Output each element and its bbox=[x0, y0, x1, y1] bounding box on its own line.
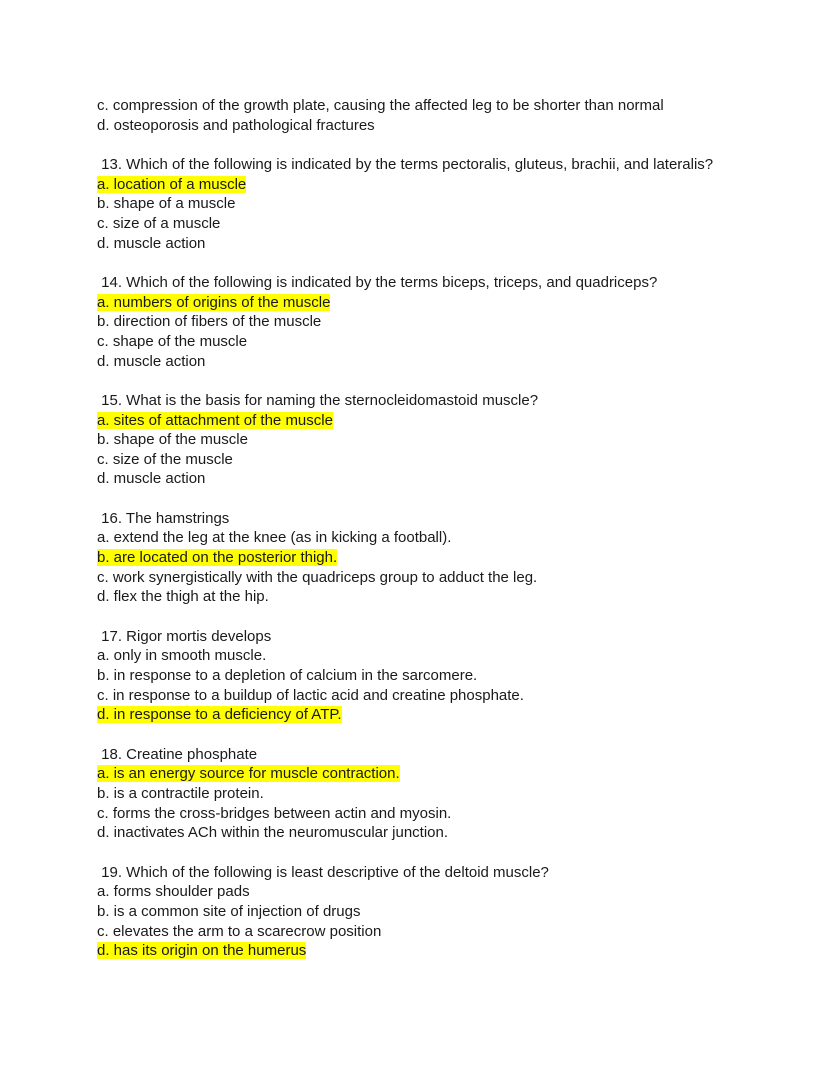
answer-option bbox=[97, 96, 713, 116]
answer-option bbox=[97, 686, 713, 706]
answer-option-text: c. forms the cross-bridges between actin and myosin. bbox=[97, 804, 452, 822]
question-stem: 18. Creatine phosphate bbox=[97, 745, 258, 763]
document-page bbox=[97, 96, 713, 961]
answer-option bbox=[97, 823, 713, 843]
answer-option bbox=[97, 941, 713, 961]
answer-option-text: b. shape of a muscle bbox=[97, 195, 236, 213]
question-stem: 14. Which of the following is indicated by the terms biceps, triceps, and quadriceps? bbox=[97, 273, 658, 291]
answer-option-text: d. muscle action bbox=[97, 470, 206, 488]
highlighted-answer: d. in response to a deficiency of ATP. bbox=[97, 706, 342, 724]
answer-option bbox=[97, 882, 713, 902]
answer-option-text: c. shape of the muscle bbox=[97, 332, 248, 350]
highlighted-answer: d. has its origin on the humerus bbox=[97, 942, 307, 960]
question-stem: 19. Which of the following is least descriptive of the deltoid muscle? bbox=[97, 863, 549, 881]
answer-option bbox=[97, 922, 713, 942]
answer-option-text: b. is a contractile protein. bbox=[97, 784, 264, 802]
question-stem: 15. What is the basis for naming the sternocleidomastoid muscle? bbox=[97, 391, 539, 409]
answer-option bbox=[97, 194, 713, 214]
highlighted-answer: a. location of a muscle bbox=[97, 175, 247, 193]
answer-option-text: a. extend the leg at the knee (as in kicking a football). bbox=[97, 529, 452, 547]
question-stem: 17. Rigor mortis develops bbox=[97, 627, 272, 645]
answer-option bbox=[97, 411, 713, 431]
answer-option-text: c. size of a muscle bbox=[97, 214, 221, 232]
answer-option bbox=[97, 450, 713, 470]
answer-option bbox=[97, 116, 713, 136]
answer-option bbox=[97, 666, 713, 686]
answer-option bbox=[97, 352, 713, 372]
answer-option-text: a. forms shoulder pads bbox=[97, 883, 250, 901]
answer-option bbox=[97, 568, 713, 588]
answer-option bbox=[97, 430, 713, 450]
answer-option-text: c. elevates the arm to a scarecrow position bbox=[97, 922, 382, 940]
answer-option bbox=[97, 646, 713, 666]
answer-option-text: d. muscle action bbox=[97, 352, 206, 370]
answer-option bbox=[97, 469, 713, 489]
answer-option bbox=[97, 764, 713, 784]
answer-option bbox=[97, 214, 713, 234]
answer-option-text: c. work synergistically with the quadriceps group to adduct the leg. bbox=[97, 568, 538, 586]
highlighted-answer: b. are located on the posterior thigh. bbox=[97, 549, 338, 567]
answer-option-text: b. is a common site of injection of drugs bbox=[97, 902, 361, 920]
answer-option-text: b. in response to a depletion of calcium in the sarcomere. bbox=[97, 667, 478, 685]
answer-option bbox=[97, 528, 713, 548]
answer-option-text: c. in response to a buildup of lactic acid and creatine phosphate. bbox=[97, 686, 524, 704]
answer-option-text: d. inactivates ACh within the neuromuscular junction. bbox=[97, 824, 449, 842]
answer-option bbox=[97, 293, 713, 313]
answer-option-text: a. only in smooth muscle. bbox=[97, 647, 267, 665]
answer-option bbox=[97, 804, 713, 824]
answer-option bbox=[97, 548, 713, 568]
answer-option bbox=[97, 175, 713, 195]
answer-option bbox=[97, 312, 713, 332]
question-stem: 16. The hamstrings bbox=[97, 509, 230, 527]
answer-option bbox=[97, 784, 713, 804]
question-stem: 13. Which of the following is indicated by the terms pectoralis, gluteus, brachii, and lateralis? bbox=[97, 155, 714, 173]
answer-option-text: b. direction of fibers of the muscle bbox=[97, 313, 322, 331]
highlighted-answer: a. sites of attachment of the muscle bbox=[97, 411, 333, 429]
answer-option-text: d. osteoporosis and pathological fractures bbox=[97, 116, 375, 134]
answer-option-text: d. muscle action bbox=[97, 234, 206, 252]
answer-option bbox=[97, 587, 713, 607]
answer-option-text: d. flex the thigh at the hip. bbox=[97, 588, 269, 606]
answer-option bbox=[97, 332, 713, 352]
highlighted-answer: a. numbers of origins of the muscle bbox=[97, 293, 331, 311]
highlighted-answer: a. is an energy source for muscle contraction. bbox=[97, 765, 400, 783]
answer-option-text: c. compression of the growth plate, causing the affected leg to be shorter than normal bbox=[97, 97, 664, 114]
answer-option bbox=[97, 902, 713, 922]
answer-option bbox=[97, 234, 713, 254]
answer-option-text: b. shape of the muscle bbox=[97, 431, 248, 449]
answer-option-text: c. size of the muscle bbox=[97, 450, 233, 468]
answer-option bbox=[97, 705, 713, 725]
